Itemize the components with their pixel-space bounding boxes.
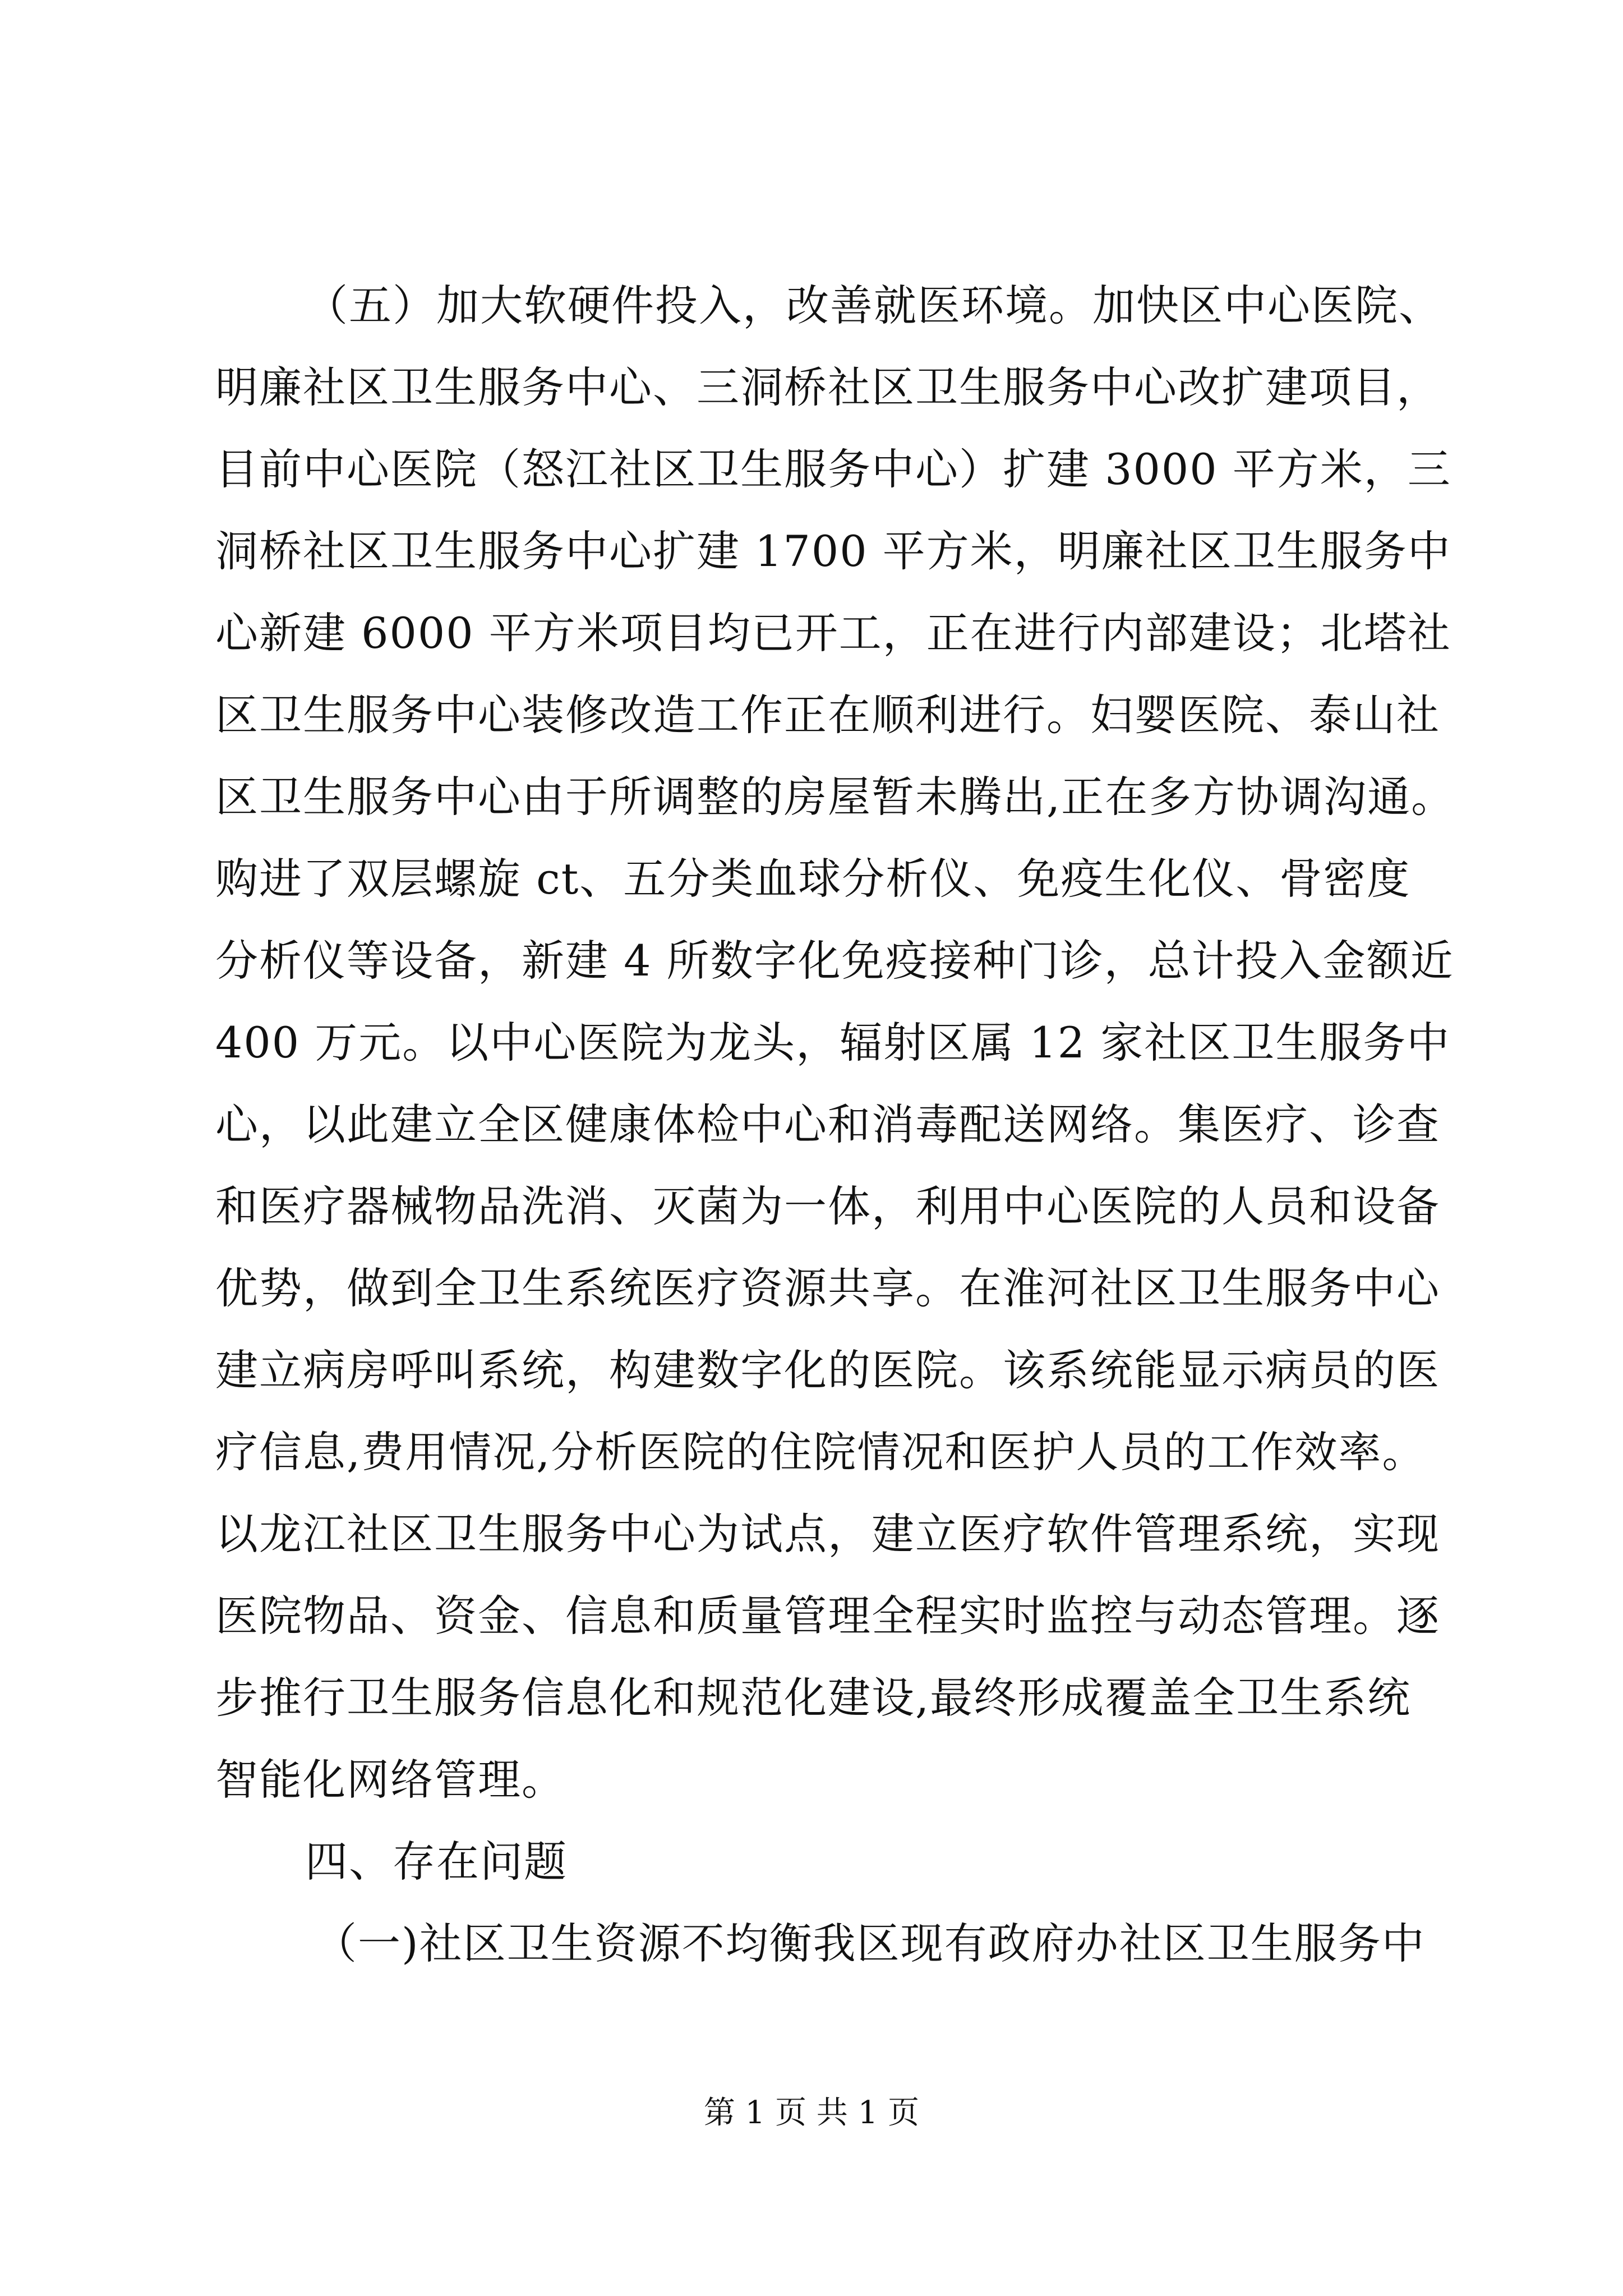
paragraph-line: 购进了双层螺旋 ct、五分类血球分析仪、免疫生化仪、骨密度 — [215, 854, 1411, 904]
paragraph-line: 分析仪等设备，新建 4 所数字化免疫接种门诊，总计投入金额近 — [215, 936, 1454, 986]
paragraph-line: 400 万元。以中心医院为龙头，辐射区属 12 家社区卫生服务中 — [215, 1018, 1451, 1068]
paragraph-line: 智能化网络管理。 — [215, 1755, 565, 1805]
document-body — [215, 265, 1455, 1985]
paragraph-line: （五）加大软硬件投入，改善就医环境。加快区中心医院、 — [305, 280, 1442, 330]
paragraph-line: 目前中心医院（怒江社区卫生服务中心）扩建 3000 平方米，三 — [215, 444, 1451, 494]
paragraph-line: 洞桥社区卫生服务中心扩建 1700 平方米，明廉社区卫生服务中 — [215, 526, 1451, 576]
paragraph-line: 和医疗器械物品洗消、灭菌为一体，利用中心医院的人员和设备 — [215, 1181, 1440, 1231]
paragraph-line: 建立病房呼叫系统，构建数字化的医院。该系统能显示病员的医 — [215, 1345, 1440, 1395]
paragraph-line: 以龙江社区卫生服务中心为试点，建立医疗软件管理系统，实现 — [215, 1509, 1440, 1559]
paragraph-line: 步推行卫生服务信息化和规范化建设,最终形成覆盖全卫生系统 — [215, 1673, 1412, 1723]
paragraph-line: 心新建 6000 平方米项目均已开工，正在进行内部建设；北塔社 — [215, 608, 1451, 658]
paragraph-line: （一)社区卫生资源不均衡我区现有政府办社区卫生服务中 — [314, 1918, 1426, 1968]
paragraph-line: 区卫生服务中心装修改造工作正在顺利进行。妇婴医院、泰山社 — [215, 690, 1440, 740]
paragraph-line: 医院物品、资金、信息和质量管理全程实时监控与动态管理。逐 — [215, 1591, 1440, 1641]
paragraph-line: 优势，做到全卫生系统医疗资源共享。在淮河社区卫生服务中心 — [215, 1263, 1440, 1313]
section-heading: 四、存在问题 — [305, 1837, 568, 1887]
paragraph-line: 明廉社区卫生服务中心、三洞桥社区卫生服务中心改扩建项目， — [215, 362, 1440, 412]
paragraph-line: 疗信息,费用情况,分析医院的住院情况和医护人员的工作效率。 — [215, 1427, 1426, 1477]
page-number-footer: 第 1 页 共 1 页 — [703, 2095, 920, 2131]
paragraph-line: 心，以此建立全区健康体检中心和消毒配送网络。集医疗、诊查 — [215, 1099, 1440, 1149]
paragraph-line: 区卫生服务中心由于所调整的房屋暂未腾出,正在多方协调沟通。 — [215, 772, 1455, 822]
